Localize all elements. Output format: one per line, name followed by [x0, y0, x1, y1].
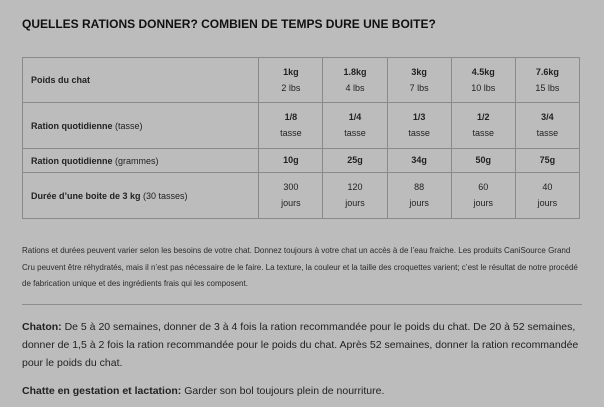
row-label-text: Ration quotidienne	[31, 155, 113, 166]
cell-value: 1/2	[476, 112, 490, 122]
cell-unit: 15 lbs	[535, 82, 560, 93]
row-label-ration-tasse	[23, 103, 259, 149]
row-label-unit: (30 tasses)	[140, 190, 188, 201]
cell-tasse-1	[259, 103, 323, 149]
row-label-text: Durée d’une boite de 3 kg	[31, 190, 141, 201]
divider	[22, 304, 582, 305]
row-label-poids	[23, 58, 259, 103]
cell-tasse-2	[323, 103, 387, 149]
gestation-label: Chatte en gestation et lactation:	[22, 385, 182, 397]
cell-value: 7.6kg	[535, 66, 559, 77]
cell-duree-1	[259, 173, 323, 219]
cell-value: 1kg	[283, 66, 299, 77]
cell-value: 25g	[347, 155, 363, 165]
table-row-duree	[23, 173, 580, 219]
row-label-text: Ration quotidienne	[31, 120, 113, 131]
table-row-ration-tasse	[23, 103, 580, 149]
gestation-paragraph	[22, 382, 582, 400]
cell-value: 1/3	[412, 112, 426, 122]
cell-value: 3kg	[411, 66, 427, 77]
cell-duree-5	[515, 173, 579, 219]
cell-value: 60	[478, 182, 489, 192]
cell-unit: 7 lbs	[409, 82, 429, 93]
cell-value: 1.8kg	[343, 66, 367, 77]
table-row-poids	[23, 58, 580, 103]
cell-unit: tasse	[280, 128, 302, 138]
cell-tasse-4	[451, 103, 515, 149]
row-label-ration-grammes	[23, 149, 259, 173]
cell-grammes-1	[259, 149, 323, 173]
cell-value: 10g	[283, 155, 299, 165]
cell-unit: jours	[345, 198, 365, 208]
row-label-duree	[23, 173, 259, 219]
cell-grammes-2	[323, 149, 387, 173]
cell-unit: jours	[537, 198, 558, 208]
cell-unit: tasse	[408, 128, 430, 138]
chaton-text: De 5 à 20 semaines, donner de 3 à 4 fois la ration recommandée pour le poids du chat. De 20 à 52 semaines, donner de 1,5 à 2 fois la ration recommandée pour le poids du chat. Après 52 semaines, donner la ration recommandée pour le poids du chat.	[22, 321, 579, 369]
cell-value: 4.5kg	[471, 66, 495, 77]
rations-table	[22, 57, 580, 219]
chaton-paragraph	[22, 318, 582, 372]
cell-poids-5	[515, 58, 579, 103]
cell-duree-4	[451, 173, 515, 219]
cell-unit: jours	[409, 198, 429, 208]
cell-value: 1/4	[348, 112, 362, 122]
cell-grammes-3	[387, 149, 451, 173]
cell-value: 40	[542, 182, 553, 192]
cell-unit: tasse	[344, 128, 366, 138]
cell-unit: 2 lbs	[281, 82, 301, 93]
cell-value: 120	[347, 182, 363, 192]
cell-unit: jours	[281, 198, 301, 208]
cell-grammes-4	[451, 149, 515, 173]
row-label-unit: (tasse)	[112, 120, 143, 131]
row-label-unit: (grammes)	[112, 155, 159, 166]
cell-duree-3	[387, 173, 451, 219]
row-label-text: Poids du chat	[31, 75, 91, 85]
cell-grammes-5	[515, 149, 579, 173]
page-title: QUELLES RATIONS DONNER? COMBIEN DE TEMPS DURE UNE BOITE?	[22, 17, 436, 31]
cell-poids-2	[323, 58, 387, 103]
chaton-label: Chaton:	[22, 321, 62, 333]
cell-value: 75g	[539, 155, 556, 165]
cell-tasse-5	[515, 103, 579, 149]
cell-unit: 4 lbs	[345, 82, 365, 93]
cell-value: 50g	[475, 155, 491, 165]
cell-value: 3/4	[541, 112, 554, 122]
cell-tasse-3	[387, 103, 451, 149]
gestation-text: Garder son bol toujours plein de nourriture.	[181, 385, 385, 397]
cell-duree-2	[323, 173, 387, 219]
cell-unit: tasse	[536, 128, 559, 138]
cell-unit: jours	[473, 198, 493, 208]
cell-unit: tasse	[472, 128, 494, 138]
cell-poids-4	[451, 58, 515, 103]
cell-poids-3	[387, 58, 451, 103]
cell-value: 88	[414, 182, 425, 192]
table-row-ration-grammes	[23, 149, 580, 173]
cell-value: 300	[283, 182, 299, 192]
disclaimer-note: Rations et durées peuvent varier selon les besoins de votre chat. Donnez toujours à votre chat un accès à de l’eau fraiche. Les produits CaniSource Grand Cru peuvent être réhydratés, mais il n’est pas nécessaire de le faire. La texture, la couleur et la taille des croquettes varient; c’est le résultat de notre procédé de fabrication unique et des ingrédients frais qui les composent.	[22, 246, 578, 288]
cell-value: 1/8	[284, 112, 298, 122]
cell-unit: 10 lbs	[471, 82, 496, 93]
cell-poids-1	[259, 58, 323, 103]
cell-value: 34g	[411, 155, 427, 165]
